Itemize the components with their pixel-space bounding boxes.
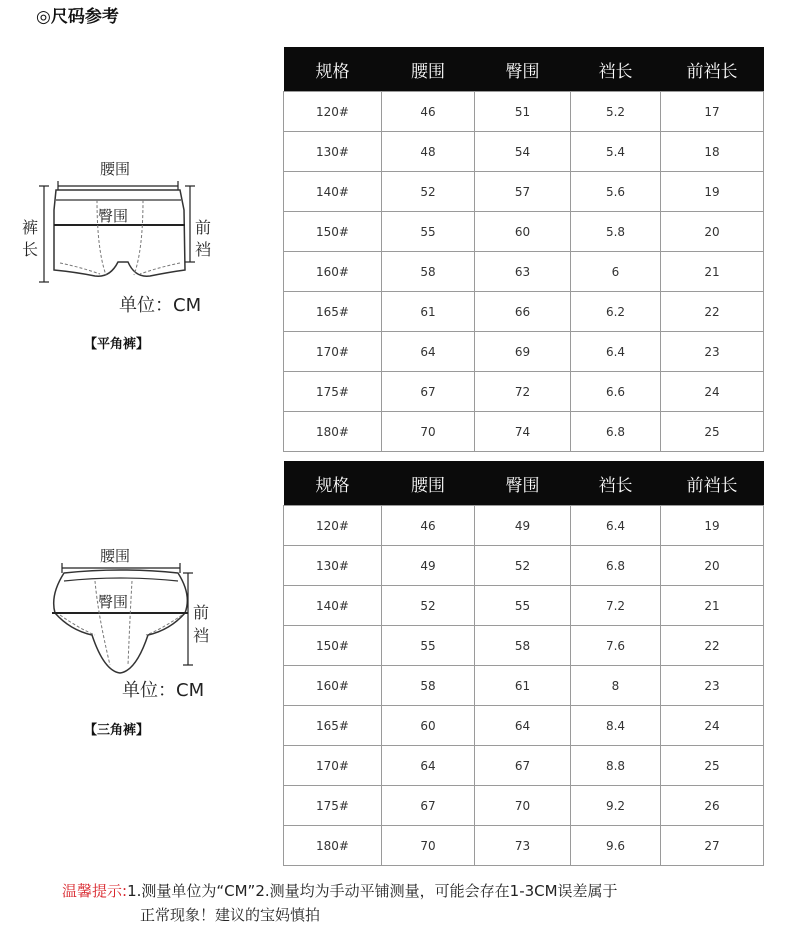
table-cell: 64	[382, 332, 475, 372]
table-cell: 22	[661, 626, 764, 666]
table-cell: 64	[475, 706, 571, 746]
table-cell: 73	[475, 826, 571, 866]
table-row	[284, 132, 764, 172]
table-cell: 70	[382, 826, 475, 866]
header-hip: 臀围	[475, 461, 571, 506]
table-cell: 160#	[284, 666, 382, 706]
table-row	[284, 586, 764, 626]
table-cell: 9.6	[571, 826, 661, 866]
table-cell: 64	[382, 746, 475, 786]
table-cell: 67	[475, 746, 571, 786]
table-cell: 49	[475, 506, 571, 546]
table-cell: 66	[475, 292, 571, 332]
header-waist: 腰围	[382, 461, 475, 506]
table-cell: 6.2	[571, 292, 661, 332]
table-row	[284, 372, 764, 412]
table-cell: 63	[475, 252, 571, 292]
brief-unit-label: 单位：CM	[122, 680, 205, 701]
table-cell: 61	[475, 666, 571, 706]
table-cell: 140#	[284, 172, 382, 212]
table-cell: 165#	[284, 706, 382, 746]
brief-size-table	[283, 461, 764, 866]
table-cell: 170#	[284, 332, 382, 372]
table-cell: 8	[571, 666, 661, 706]
table-row	[284, 626, 764, 666]
table-cell: 19	[661, 506, 764, 546]
table-cell: 8.4	[571, 706, 661, 746]
table-cell: 49	[382, 546, 475, 586]
table-row	[284, 332, 764, 372]
brief-caption: 【三角裤】	[84, 723, 150, 738]
table-cell: 23	[661, 666, 764, 706]
table-cell: 165#	[284, 292, 382, 332]
table-cell: 9.2	[571, 786, 661, 826]
table-cell: 18	[661, 132, 764, 172]
table-cell: 70	[475, 786, 571, 826]
table-cell: 60	[382, 706, 475, 746]
table-row	[284, 506, 764, 546]
table-row	[284, 412, 764, 452]
table-cell: 58	[382, 252, 475, 292]
table-cell: 74	[475, 412, 571, 452]
table-cell: 67	[382, 786, 475, 826]
table-cell: 67	[382, 372, 475, 412]
table-cell: 150#	[284, 626, 382, 666]
brief-rise-label-b: 裆	[193, 626, 210, 645]
section-title: ◎尺码参考	[36, 7, 119, 27]
table-cell: 25	[661, 412, 764, 452]
brief-rise-label-a: 前	[193, 603, 210, 622]
table-cell: 7.2	[571, 586, 661, 626]
table-cell: 55	[475, 586, 571, 626]
table-cell: 72	[475, 372, 571, 412]
table-cell: 175#	[284, 372, 382, 412]
table-row	[284, 292, 764, 332]
table-cell: 5.8	[571, 212, 661, 252]
boxer-length-label-a: 裤	[22, 218, 39, 237]
brief-waist-label: 腰围	[100, 547, 131, 565]
table-cell: 55	[382, 626, 475, 666]
table-cell: 180#	[284, 412, 382, 452]
boxer-unit-label: 单位：CM	[119, 295, 202, 316]
boxer-waist-label: 腰围	[100, 160, 131, 178]
header-front-rise: 前裆长	[661, 461, 764, 506]
table-cell: 6.4	[571, 506, 661, 546]
header-crotch: 裆长	[571, 47, 661, 92]
table-row	[284, 546, 764, 586]
table-cell: 52	[475, 546, 571, 586]
table-cell: 120#	[284, 506, 382, 546]
boxer-hip-label: 臀围	[98, 207, 129, 225]
table-cell: 46	[382, 506, 475, 546]
table-cell: 69	[475, 332, 571, 372]
table-cell: 21	[661, 586, 764, 626]
table-header-row	[284, 47, 764, 92]
table-cell: 23	[661, 332, 764, 372]
table-cell: 17	[661, 92, 764, 132]
tip-text	[62, 878, 762, 904]
tip-label: 温馨提示:	[62, 882, 128, 900]
table-cell: 22	[661, 292, 764, 332]
table-cell: 5.6	[571, 172, 661, 212]
table-row	[284, 172, 764, 212]
boxer-size-table	[283, 47, 764, 452]
table-cell: 26	[661, 786, 764, 826]
boxer-rise-label-a: 前	[195, 218, 212, 237]
table-cell: 60	[475, 212, 571, 252]
table-cell: 58	[382, 666, 475, 706]
table-cell: 6.8	[571, 546, 661, 586]
table-row	[284, 92, 764, 132]
table-cell: 57	[475, 172, 571, 212]
table-cell: 24	[661, 372, 764, 412]
table-cell: 175#	[284, 786, 382, 826]
table-cell: 130#	[284, 132, 382, 172]
header-front-rise: 前裆长	[661, 47, 764, 92]
table-cell: 52	[382, 586, 475, 626]
table-cell: 54	[475, 132, 571, 172]
table-cell: 52	[382, 172, 475, 212]
table-cell: 20	[661, 546, 764, 586]
tip-line2: 正常现象！建议的宝妈慎拍	[140, 906, 321, 924]
table-cell: 160#	[284, 252, 382, 292]
table-cell: 61	[382, 292, 475, 332]
tip-line1: 1.测量单位为“CM”2.测量均为手动平铺测量，可能会存在1-3CM误差属于	[127, 882, 618, 900]
table-row	[284, 666, 764, 706]
boxer-length-label-b: 长	[22, 240, 39, 259]
table-cell: 24	[661, 706, 764, 746]
table-header-row	[284, 461, 764, 506]
table-cell: 70	[382, 412, 475, 452]
boxer-rise-label-b: 裆	[195, 240, 212, 259]
table-cell: 5.2	[571, 92, 661, 132]
table-cell: 25	[661, 746, 764, 786]
table-cell: 58	[475, 626, 571, 666]
table-row	[284, 706, 764, 746]
table-row	[284, 746, 764, 786]
table-cell: 27	[661, 826, 764, 866]
table-cell: 6.6	[571, 372, 661, 412]
table-cell: 6	[571, 252, 661, 292]
table-row	[284, 252, 764, 292]
header-spec: 规格	[284, 47, 382, 92]
brief-hip-label: 臀围	[98, 593, 129, 611]
table-cell: 19	[661, 172, 764, 212]
table-row	[284, 786, 764, 826]
table-row	[284, 212, 764, 252]
header-spec: 规格	[284, 461, 382, 506]
boxer-caption: 【平角裤】	[84, 337, 150, 352]
table-cell: 5.4	[571, 132, 661, 172]
table-cell: 120#	[284, 92, 382, 132]
table-cell: 6.8	[571, 412, 661, 452]
table-cell: 180#	[284, 826, 382, 866]
table-cell: 170#	[284, 746, 382, 786]
header-hip: 臀围	[475, 47, 571, 92]
table-row	[284, 826, 764, 866]
table-cell: 46	[382, 92, 475, 132]
header-waist: 腰围	[382, 47, 475, 92]
table-cell: 150#	[284, 212, 382, 252]
table-cell: 7.6	[571, 626, 661, 666]
table-cell: 55	[382, 212, 475, 252]
header-crotch: 裆长	[571, 461, 661, 506]
table-cell: 8.8	[571, 746, 661, 786]
table-cell: 140#	[284, 586, 382, 626]
table-cell: 51	[475, 92, 571, 132]
table-cell: 48	[382, 132, 475, 172]
table-cell: 6.4	[571, 332, 661, 372]
table-cell: 130#	[284, 546, 382, 586]
table-cell: 20	[661, 212, 764, 252]
table-cell: 21	[661, 252, 764, 292]
